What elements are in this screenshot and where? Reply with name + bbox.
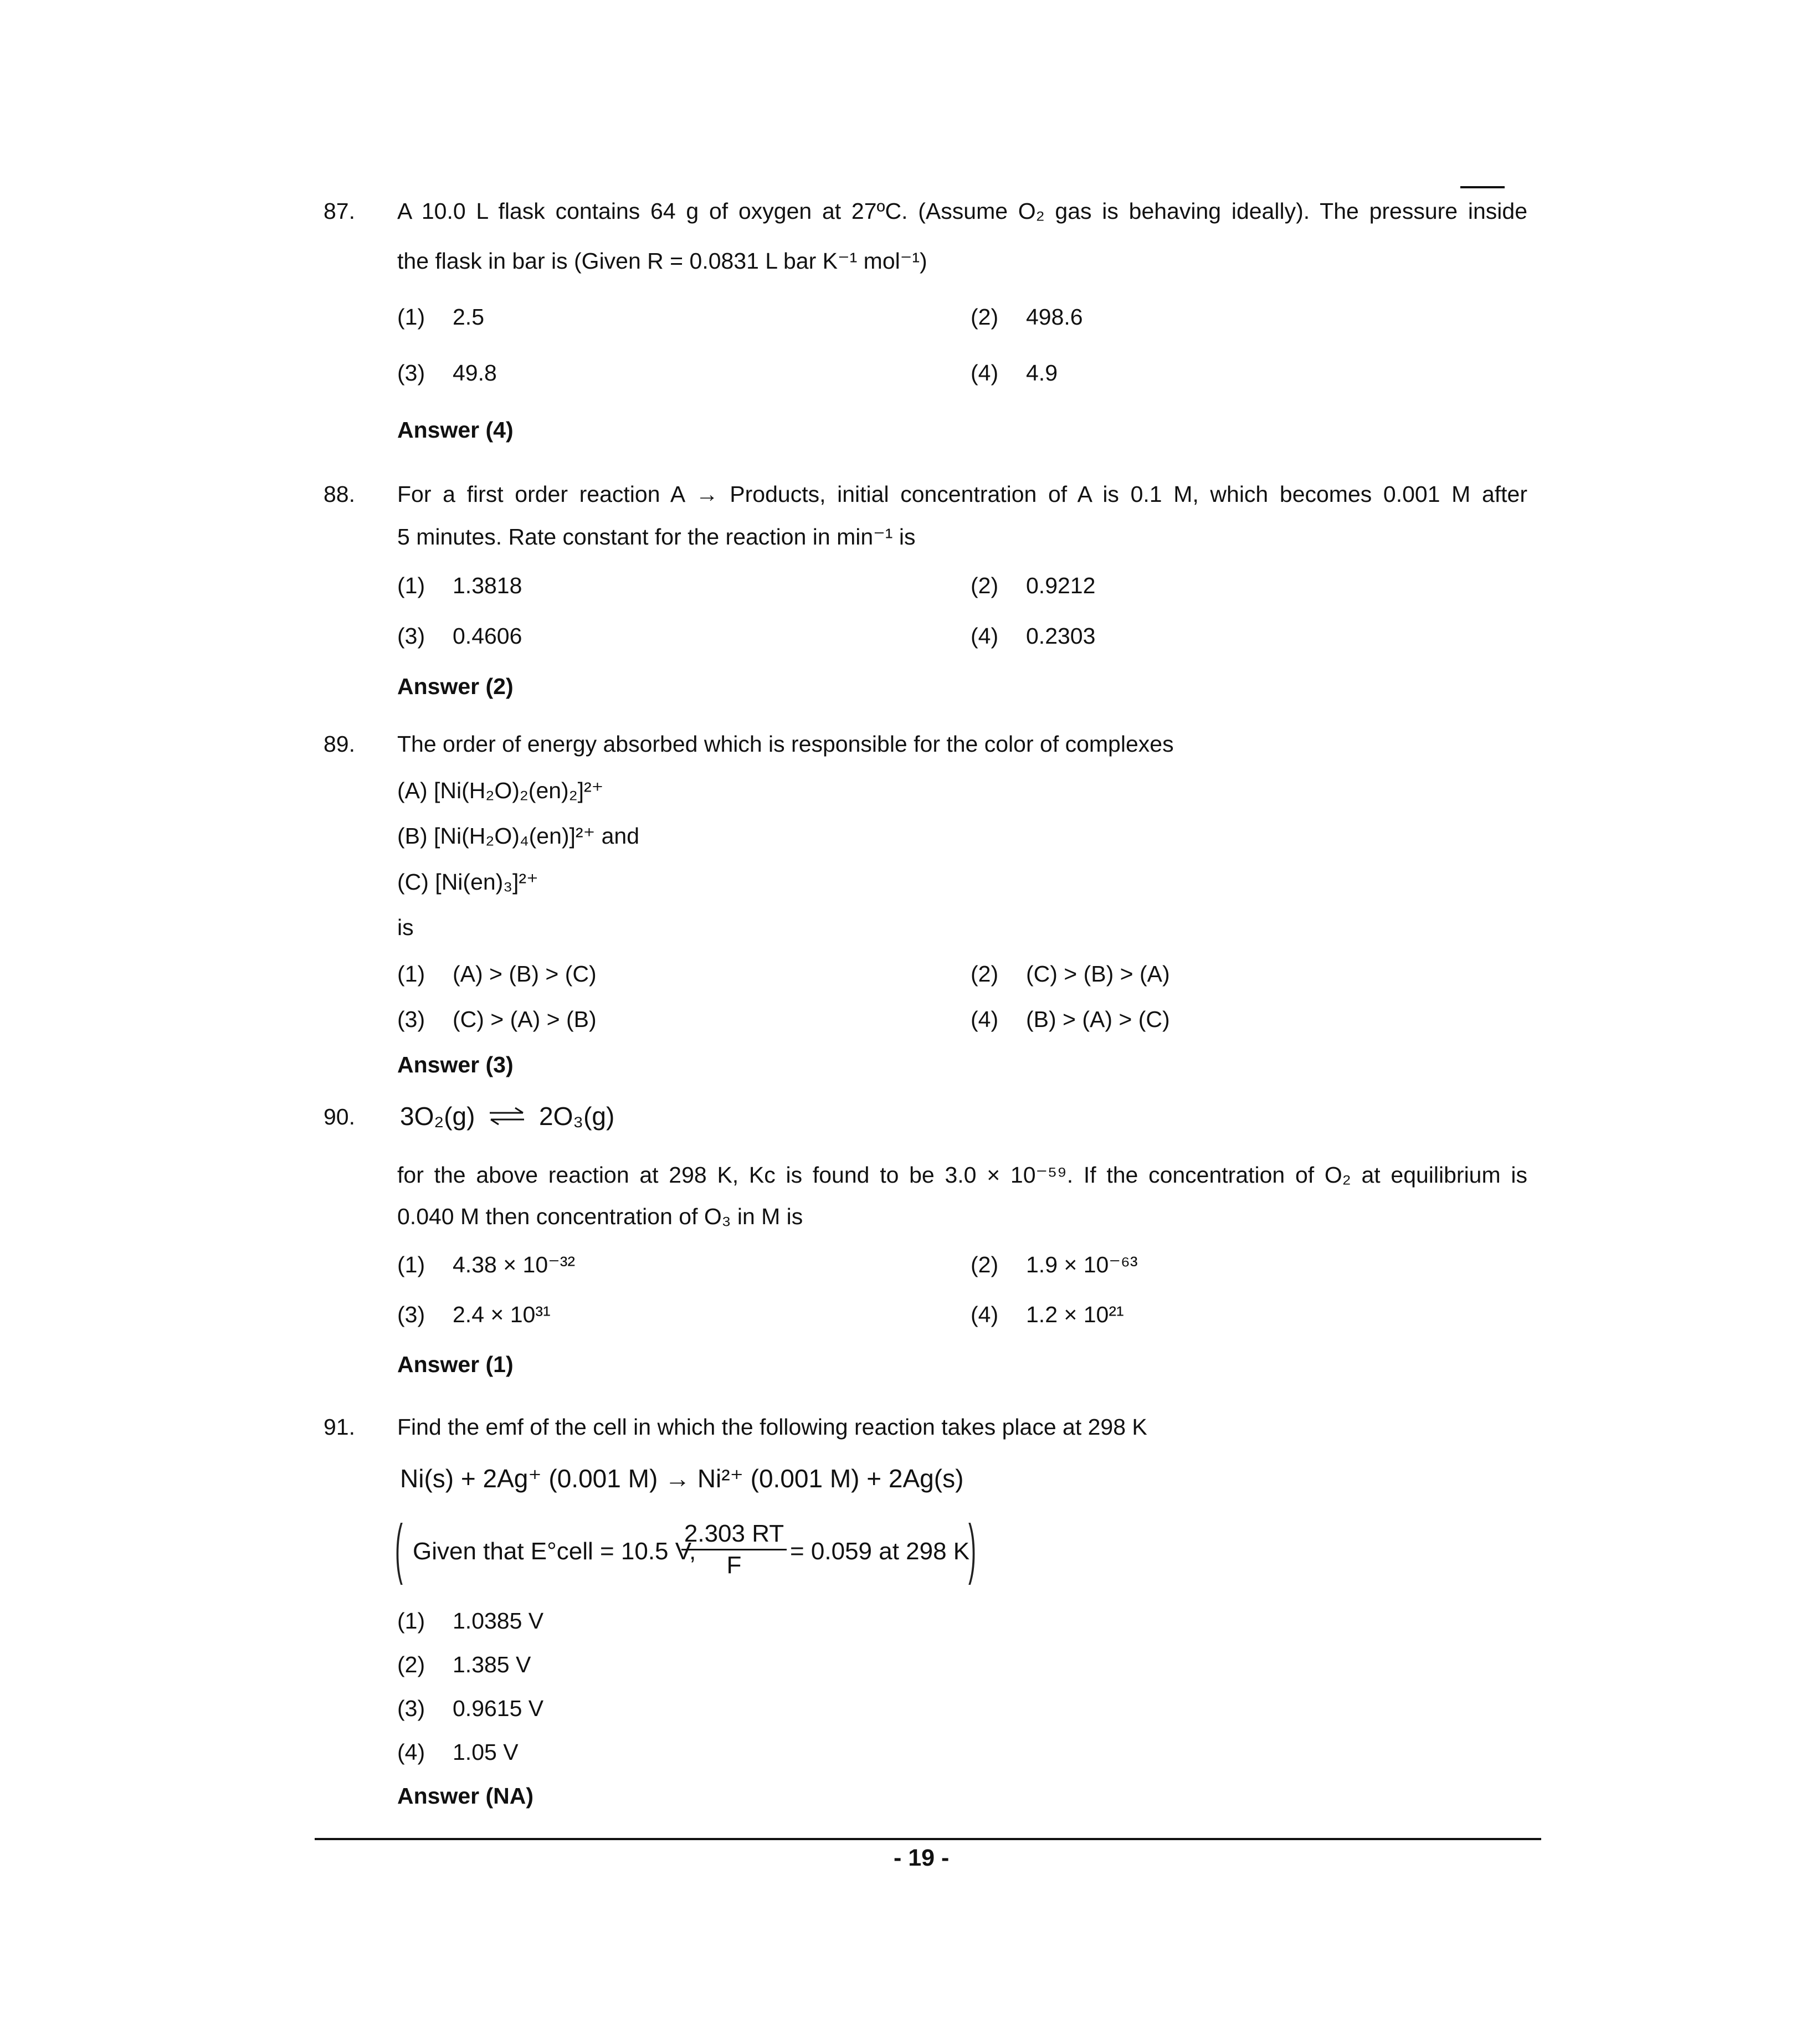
fraction-numerator: 2.303 RT	[684, 1520, 784, 1547]
question-91-option-1	[397, 1608, 543, 1634]
option-label: (2)	[971, 961, 999, 987]
question-87-option-3	[397, 360, 497, 386]
question-91-text-line1: Find the emf of the cell in which the following reaction takes place at 298 K	[397, 1414, 1147, 1440]
question-88-text-line2: 5 minutes. Rate constant for the reaction in min⁻¹ is	[397, 524, 916, 549]
question-87-text-line1: A 10.0 L flask contains 64 g of oxygen at 27ºC. (Assume O₂ gas is behaving ideally). The pressure inside	[397, 198, 1527, 224]
option-label: (2)	[971, 304, 999, 330]
option-label: (3)	[397, 1006, 425, 1032]
given-left-paren: (	[394, 1511, 403, 1585]
question-89-item-b: (B) [Ni(H₂O)₄(en)]²⁺ and	[397, 823, 640, 849]
question-90-option-1	[397, 1251, 575, 1278]
question-90-text-line1: for the above reaction at 298 K, Kc is found to be 3.0 × 10⁻⁵⁹. If the concentration of O₂ at equilibrium is	[397, 1162, 1527, 1188]
question-91-option-2	[397, 1652, 531, 1678]
option-value: 1.05 V	[453, 1739, 519, 1765]
option-value: 4.38 × 10⁻³²	[453, 1252, 576, 1277]
page-number: - 19 -	[894, 1845, 950, 1871]
option-label: (1)	[397, 961, 425, 987]
fraction-denominator: F	[726, 1552, 742, 1579]
option-label: (2)	[971, 573, 999, 598]
question-88-text-line1: For a first order reaction A → Products, initial concentration of A is 0.1 M, which becomes 0.001 M after	[397, 481, 1527, 507]
question-88-answer: Answer (2)	[397, 674, 514, 699]
option-value: (B) > (A) > (C)	[1026, 1006, 1170, 1032]
option-value: 0.9212	[1026, 573, 1096, 598]
option-value: 1.2 × 10²¹	[1026, 1302, 1124, 1327]
question-87-option-1	[397, 304, 484, 330]
option-value: 2.5	[453, 304, 484, 330]
question-87-option-4	[971, 360, 1058, 386]
question-89-answer: Answer (3)	[397, 1052, 514, 1077]
option-value: (A) > (B) > (C)	[453, 961, 597, 987]
fraction-bar	[681, 1549, 787, 1550]
question-90-option-4	[971, 1302, 1124, 1328]
question-89-item-c: (C) [Ni(en)₃]²⁺	[397, 869, 538, 895]
option-value: 0.4606	[453, 623, 522, 649]
question-89-option-3	[397, 1006, 597, 1033]
question-90-number: 90.	[324, 1104, 355, 1129]
option-value: 498.6	[1026, 304, 1083, 330]
option-value: 1.9 × 10⁻⁶³	[1026, 1252, 1138, 1277]
question-91-given-prefix: Given that E°cell = 10.5 V,	[413, 1538, 696, 1565]
question-90-option-2	[971, 1251, 1138, 1278]
option-value: 49.8	[453, 360, 497, 386]
question-90-answer: Answer (1)	[397, 1352, 514, 1377]
option-label: (4)	[971, 360, 999, 386]
question-91-given-suffix: = 0.059 at 298 K	[790, 1538, 970, 1565]
equation-right: 2O₃(g)	[539, 1102, 615, 1131]
question-89-item-is: is	[397, 915, 414, 940]
question-87-text-line2: the flask in bar is (Given R = 0.0831 L bar K⁻¹ mol⁻¹)	[397, 248, 927, 274]
question-87-option-2	[971, 304, 1083, 330]
question-88-option-3	[397, 623, 522, 649]
option-label: (3)	[397, 1302, 425, 1327]
equilibrium-arrow-icon	[488, 1105, 526, 1127]
option-label: (4)	[971, 623, 999, 649]
option-value: 0.9615 V	[453, 1696, 544, 1721]
option-value: 1.385 V	[453, 1652, 531, 1677]
option-value: 2.4 × 10³¹	[453, 1302, 551, 1327]
question-88-option-2	[971, 573, 1095, 599]
question-91-given-fraction	[681, 1520, 787, 1579]
option-value: 4.9	[1026, 360, 1058, 386]
question-89-number: 89.	[324, 731, 355, 757]
option-label: (4)	[971, 1006, 999, 1032]
question-88-option-1	[397, 573, 522, 599]
question-91-reaction: Ni(s) + 2Ag⁺ (0.001 M) → Ni²⁺ (0.001 M) + 2Ag(s)	[400, 1464, 964, 1493]
option-label: (2)	[971, 1252, 999, 1277]
option-label: (3)	[397, 623, 425, 649]
top-mark-rule	[1460, 186, 1505, 188]
question-88-option-4	[971, 623, 1095, 649]
equation-left: 3O₂(g)	[400, 1102, 475, 1131]
option-value: 0.2303	[1026, 623, 1096, 649]
question-89-option-4	[971, 1006, 1170, 1033]
option-value: (C) > (A) > (B)	[453, 1006, 597, 1032]
question-89-option-2	[971, 961, 1170, 987]
given-right-paren: )	[968, 1511, 976, 1585]
question-91-option-3	[397, 1696, 543, 1722]
question-87-number: 87.	[324, 198, 355, 224]
option-label: (4)	[397, 1739, 425, 1765]
option-label: (1)	[397, 304, 425, 330]
option-label: (1)	[397, 1608, 425, 1634]
question-90-option-3	[397, 1302, 551, 1328]
question-91-number: 91.	[324, 1414, 355, 1440]
option-label: (2)	[397, 1652, 425, 1677]
question-88-number: 88.	[324, 481, 355, 507]
question-90-text-line2: 0.040 M then concentration of O₃ in M is	[397, 1204, 803, 1229]
option-label: (1)	[397, 573, 425, 598]
question-89-text-line1: The order of energy absorbed which is responsible for the color of complexes	[397, 731, 1174, 757]
option-value: 1.3818	[453, 573, 522, 598]
option-value: (C) > (B) > (A)	[1026, 961, 1170, 987]
question-89-option-1	[397, 961, 597, 987]
question-87-answer: Answer (4)	[397, 417, 514, 443]
question-91-option-4	[397, 1739, 519, 1765]
question-89-item-a: (A) [Ni(H₂O)₂(en)₂]²⁺	[397, 778, 604, 803]
option-value: 1.0385 V	[453, 1608, 544, 1634]
option-label: (1)	[397, 1252, 425, 1277]
option-label: (3)	[397, 1696, 425, 1721]
question-91-answer: Answer (NA)	[397, 1783, 534, 1809]
option-label: (4)	[971, 1302, 999, 1327]
option-label: (3)	[397, 360, 425, 386]
question-90-equation	[400, 1101, 614, 1131]
footer-rule	[315, 1838, 1541, 1840]
